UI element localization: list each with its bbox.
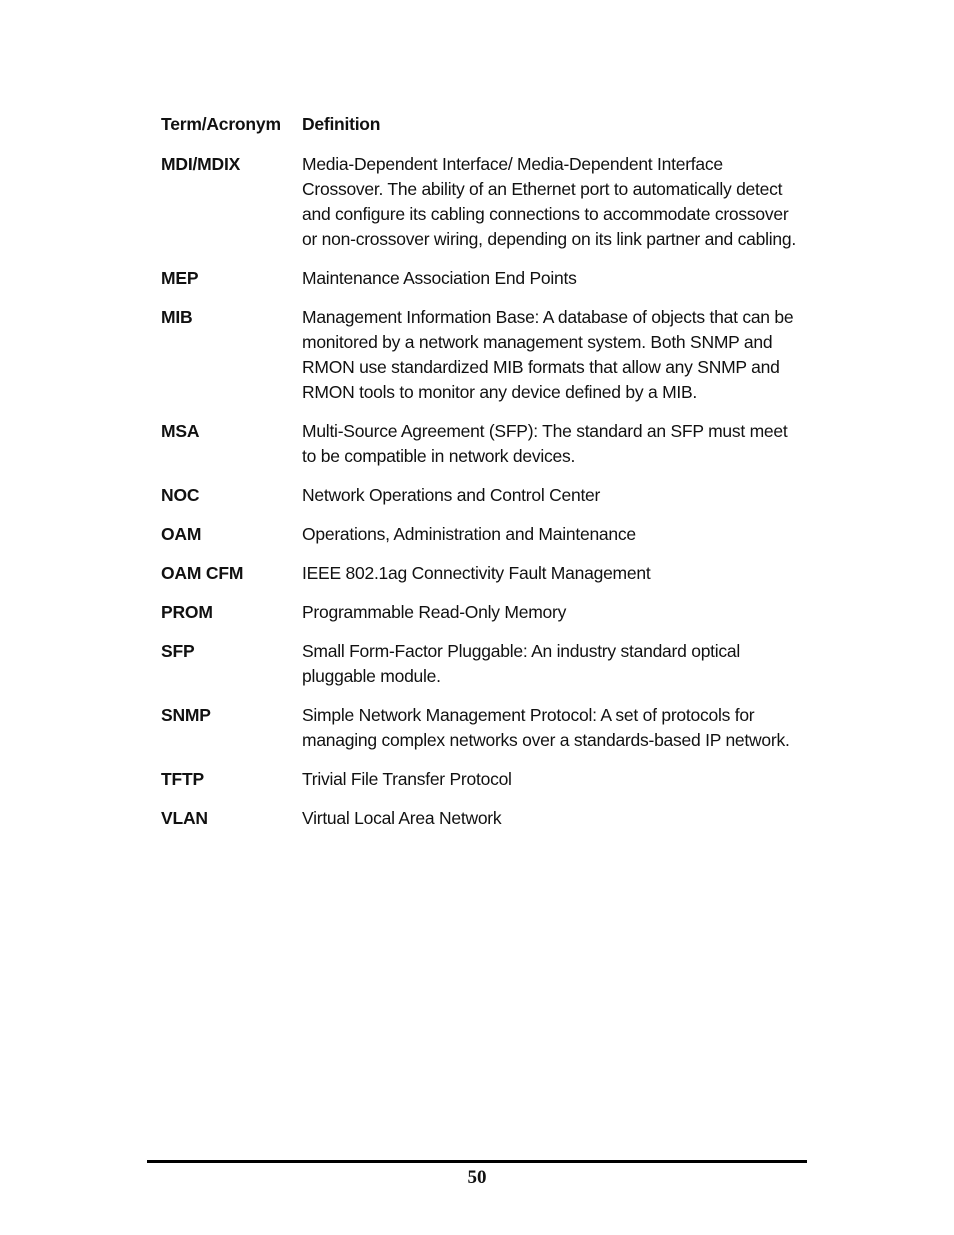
glossary-definition: Programmable Read-Only Memory xyxy=(302,602,567,622)
glossary-definition: Media-Dependent Interface/ Media-Dependent Interface Crossover. The ability of an Ethernet port to automatically detect and configure its cabling connections to accommodate crossover or non-crossover wiring, depending on its link partner and cabling. xyxy=(302,154,796,249)
glossary-row xyxy=(161,561,801,586)
term-column-header: Term/Acronym xyxy=(161,114,281,134)
glossary-term: PROM xyxy=(161,602,213,622)
glossary-term: SNMP xyxy=(161,705,211,725)
glossary-row xyxy=(161,639,801,689)
glossary-row xyxy=(161,305,801,405)
glossary-row xyxy=(161,419,801,469)
glossary-term: MEP xyxy=(161,268,199,288)
glossary-row xyxy=(161,483,801,508)
glossary-definition: IEEE 802.1ag Connectivity Fault Management xyxy=(302,563,651,583)
glossary-definition: Multi-Source Agreement (SFP): The standard an SFP must meet to be compatible in network devices. xyxy=(302,421,788,466)
glossary-definition: Small Form-Factor Pluggable: An industry standard optical pluggable module. xyxy=(302,641,741,686)
glossary-term: MDI/MDIX xyxy=(161,154,241,174)
glossary-definition: Management Information Base: A database of objects that can be monitored by a network management system. Both SNMP and RMON use standardized MIB formats that allow any SNMP and RMON tools to monitor any device defined by a MIB. xyxy=(302,307,794,402)
glossary-definition: Simple Network Management Protocol: A set of protocols for managing complex networks over a standards-based IP network. xyxy=(302,705,790,750)
glossary-row xyxy=(161,266,801,291)
definition-column-header: Definition xyxy=(302,114,381,134)
glossary-header-row xyxy=(161,112,801,137)
glossary-row xyxy=(161,806,801,831)
glossary-term: NOC xyxy=(161,485,200,505)
glossary-row xyxy=(161,767,801,792)
footer-divider xyxy=(147,1160,807,1163)
glossary-term: OAM xyxy=(161,524,202,544)
glossary-definition: Maintenance Association End Points xyxy=(302,268,577,288)
glossary-term: MSA xyxy=(161,421,200,441)
glossary-definition: Network Operations and Control Center xyxy=(302,485,601,505)
glossary-table xyxy=(161,112,801,845)
glossary-definition: Trivial File Transfer Protocol xyxy=(302,769,512,789)
glossary-term: TFTP xyxy=(161,769,204,789)
glossary-term: MIB xyxy=(161,307,193,327)
page-number: 50 xyxy=(467,1167,487,1188)
glossary-row xyxy=(161,522,801,547)
glossary-term: SFP xyxy=(161,641,195,661)
glossary-term: VLAN xyxy=(161,808,208,828)
glossary-row xyxy=(161,703,801,753)
glossary-definition: Virtual Local Area Network xyxy=(302,808,502,828)
glossary-row xyxy=(161,152,801,252)
glossary-row xyxy=(161,600,801,625)
glossary-term: OAM CFM xyxy=(161,563,244,583)
glossary-definition: Operations, Administration and Maintenance xyxy=(302,524,636,544)
